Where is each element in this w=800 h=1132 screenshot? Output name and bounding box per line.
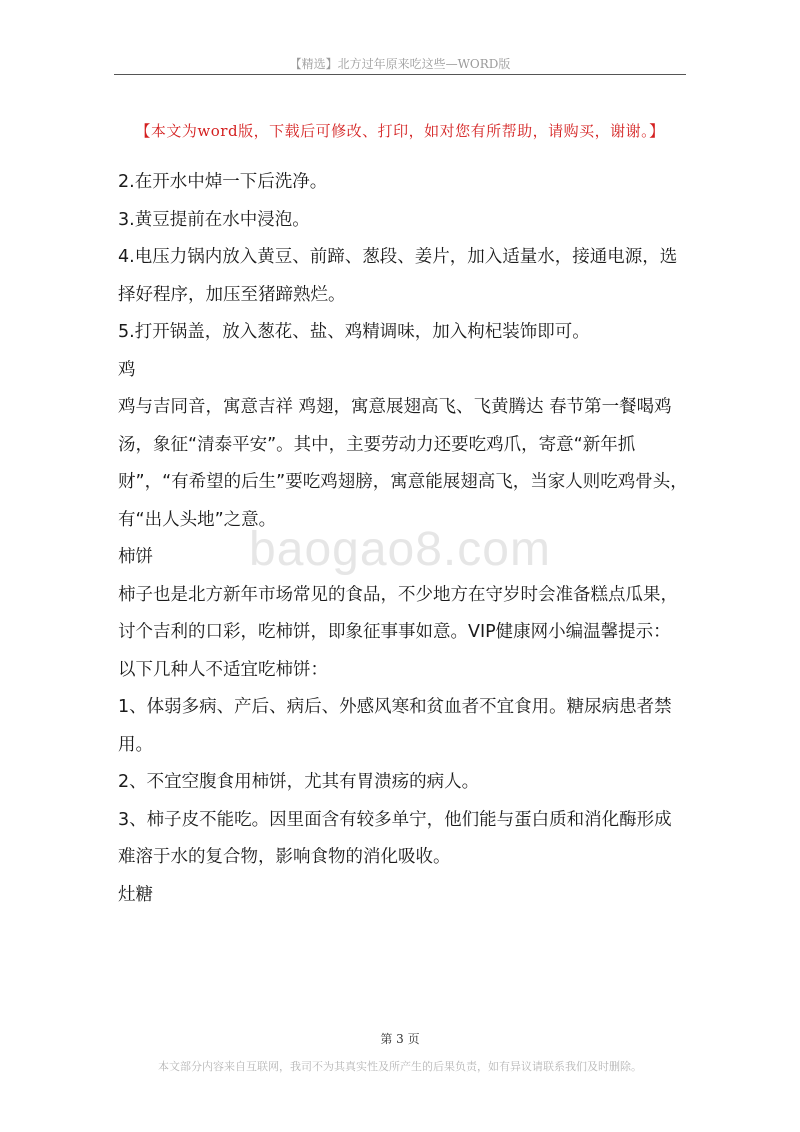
tip-3-paragraph: 3、柿子皮不能吃。因里面含有较多单宁，他们能与蛋白质和消化酶形成难溶于水的复合物，影响食物的消化吸收。 (118, 809, 672, 867)
section-heading-chicken: 鸡 (118, 359, 136, 380)
document-body (118, 164, 688, 914)
tip-2-paragraph: 2、不宜空腹食用柿饼，尤其有胃溃疡的病人。 (118, 772, 480, 792)
step-4-paragraph: 4.电压力锅内放入黄豆、前蹄、葱段、姜片，加入适量水，接通电源，选择好程序，加压至猪蹄熟烂。 (118, 247, 678, 305)
word-version-notice: 【本文为word版，下载后可修改、打印，如对您有所帮助，请购买，谢谢。】 (135, 122, 665, 140)
page-number: 第 3 页 (380, 1032, 420, 1046)
document-header: 【精选】北方过年原来吃这些—WORD版 (289, 57, 511, 71)
tip-1-paragraph: 1、体弱多病、产后、病后、外感风寒和贫血者不宜食用。糖尿病患者禁用。 (118, 697, 672, 755)
step-3-paragraph: 3.黄豆提前在水中浸泡。 (118, 209, 310, 230)
step-5-paragraph: 5.打开锅盖，放入葱花、盐、鸡精调味，加入枸杞装饰即可。 (118, 322, 590, 342)
watermark-text: baogao8.com (249, 523, 551, 576)
persimmon-paragraph: 柿子也是北方新年市场常见的食品，不少地方在守岁时会准备糕点瓜果，讨个吉利的口彩，吃柿饼，即象征事事如意。VIP健康网小编温馨提示：以下几种人不适宜吃柿饼： (118, 584, 678, 680)
section-heading-candy: 灶糖 (118, 884, 153, 905)
footer-disclaimer: 本文部分内容来自互联网，我司不为其真实性及所产生的后果负责，如有异议请联系我们及时删除。 (158, 1060, 642, 1073)
section-heading-persimmon: 柿饼 (118, 547, 153, 567)
chicken-paragraph: 鸡与吉同音，寓意吉祥 鸡翅，寓意展翅高飞、飞黄腾达 春节第一餐喝鸡汤，象征“清泰平安”。其中，主要劳动力还要吃鸡爪，寄意“新年抓财”，“有希望的后生”要吃鸡翅膀，寓意能展翅高飞，当家人则吃鸡骨头，有“出人头地”之意。 (118, 397, 688, 530)
step-2-paragraph: 2.在开水中焯一下后洗净。 (118, 172, 328, 192)
header-divider (114, 74, 686, 75)
